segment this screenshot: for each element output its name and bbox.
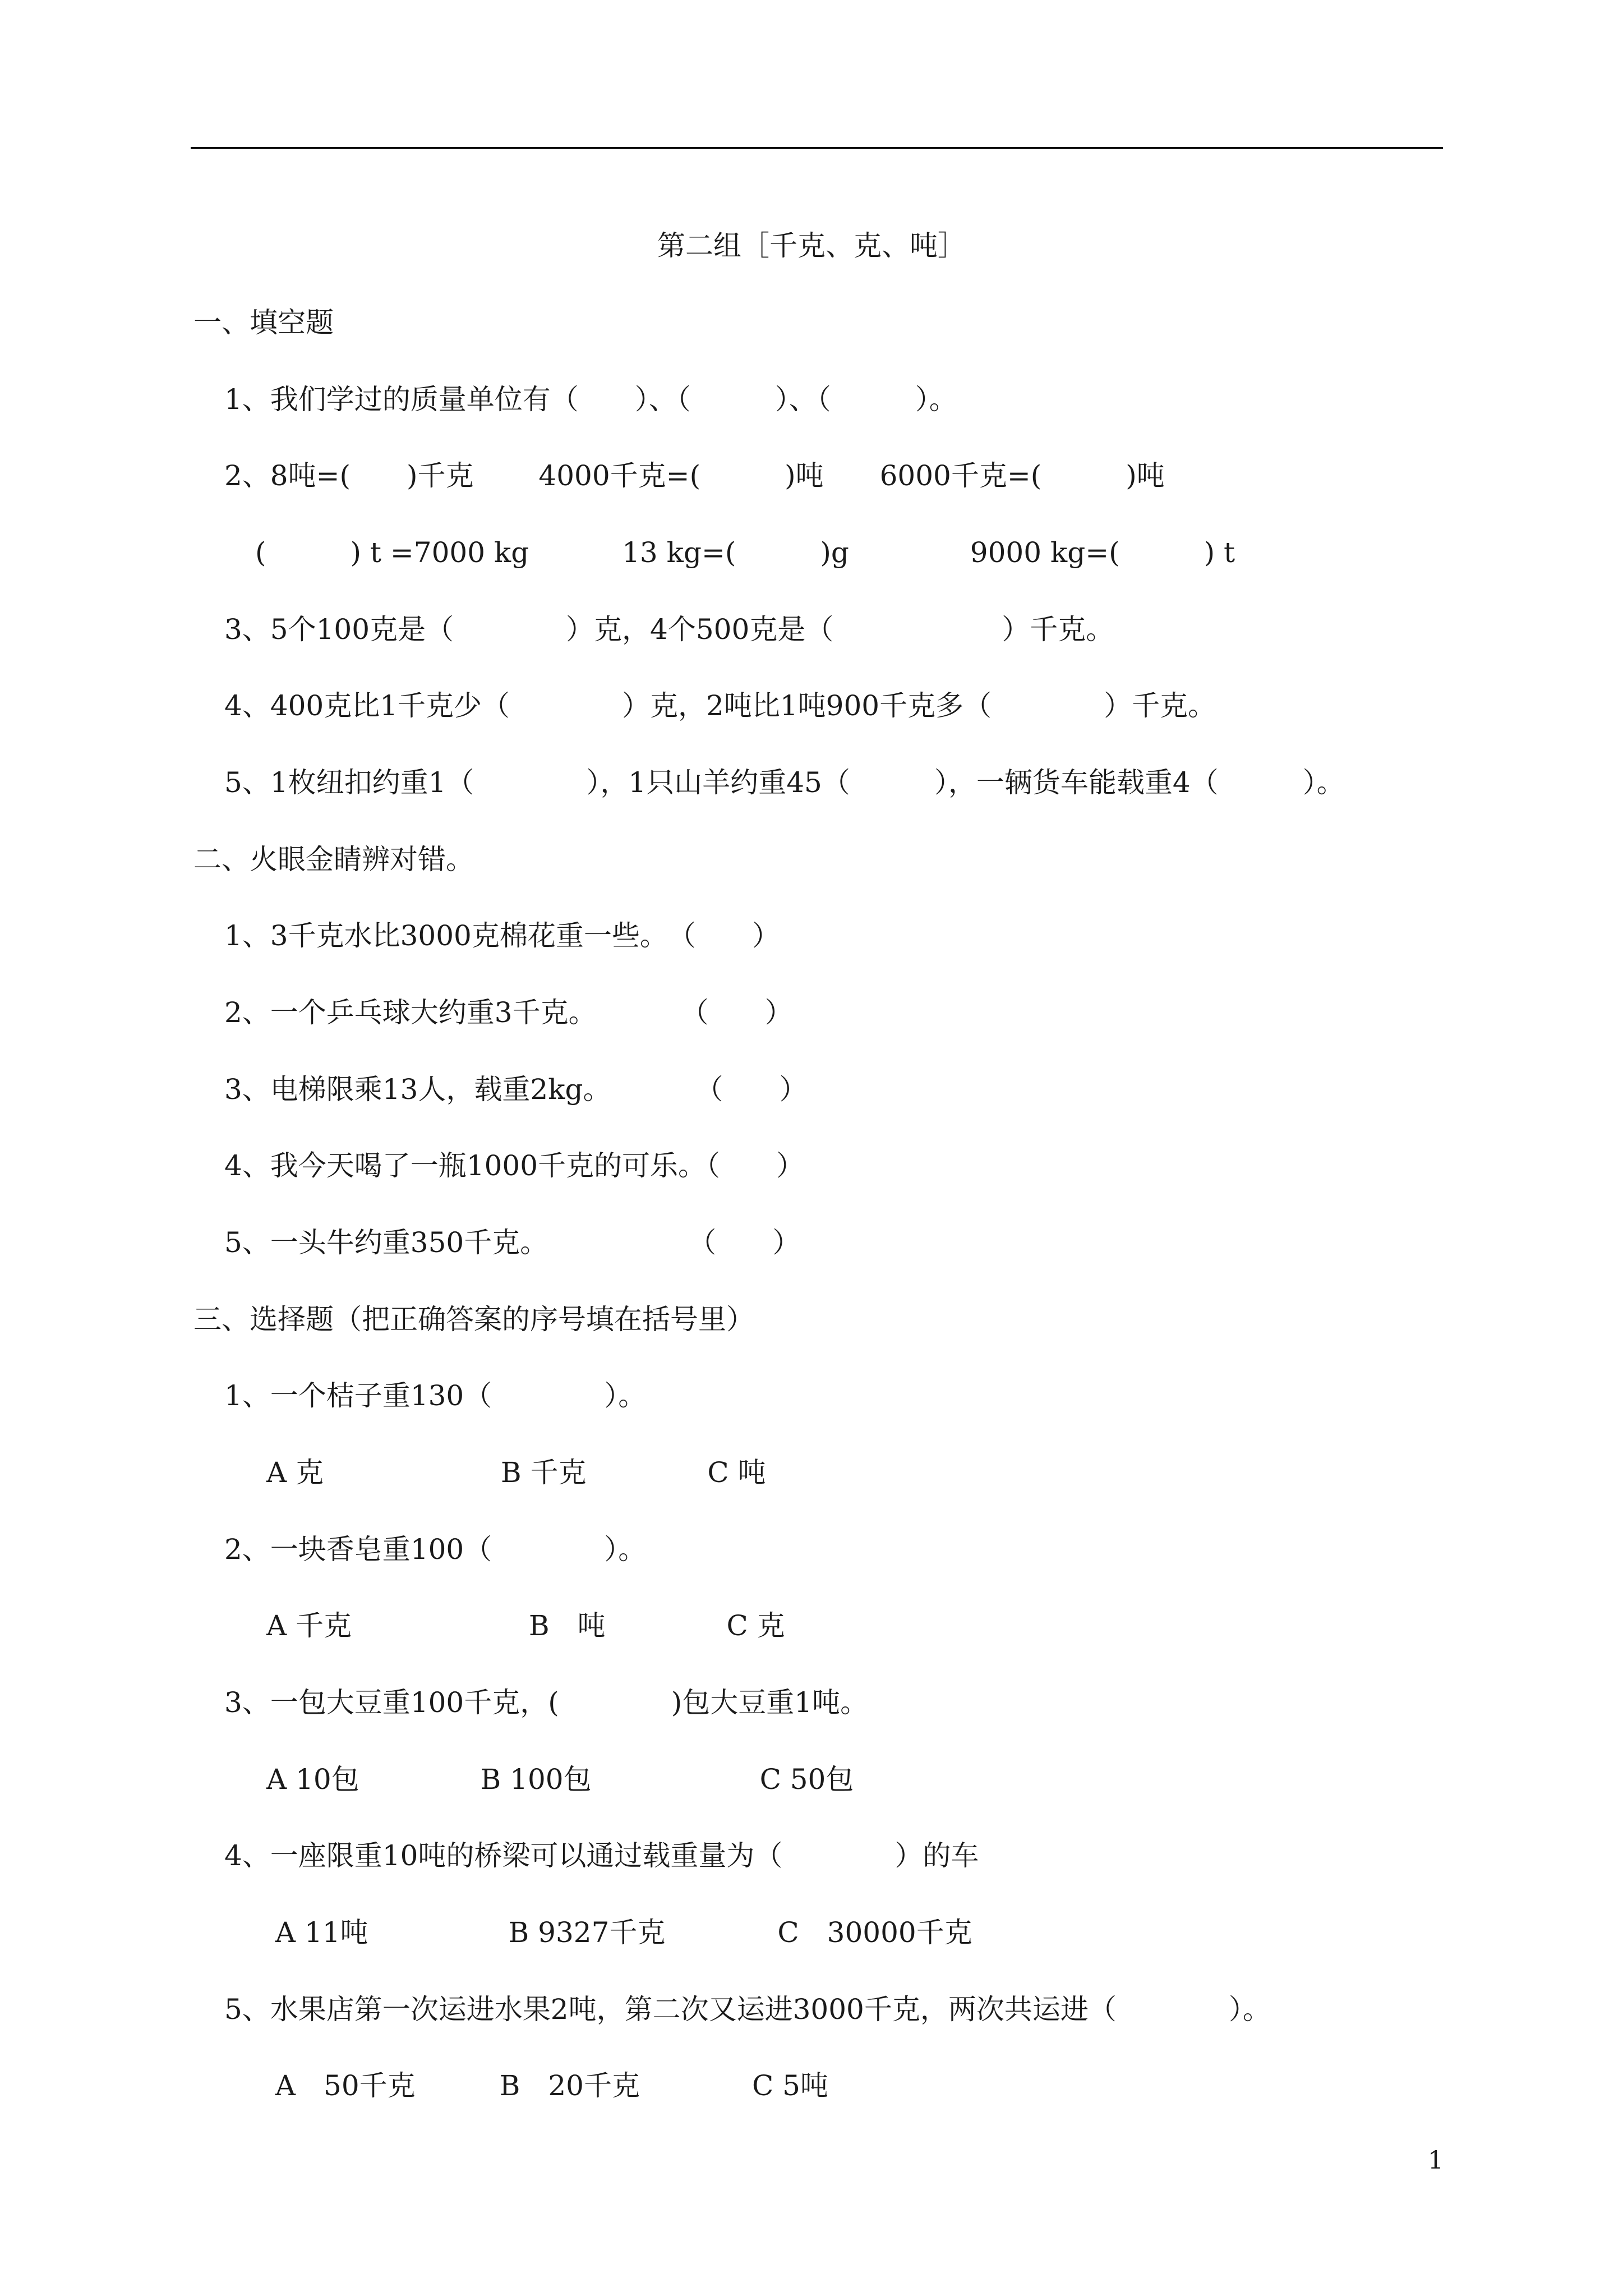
- choice-q2-options: A 千克 B 吨 C 克: [266, 1609, 785, 1642]
- fill-blank-q5: 5、1枚纽扣约重1（ ），1只山羊约重45（ ），一辆货车能载重4（ ）。: [224, 766, 1345, 799]
- choice-q5: 5、水果店第一次运进水果2吨，第二次又运进3000千克，两次共运进（ ）。: [224, 1993, 1271, 2026]
- section-heading-true-false: 二、火眼金睛辨对错。: [193, 843, 474, 876]
- section-heading-fill-blank: 一、填空题: [193, 306, 334, 339]
- fill-blank-q2b: ( ) t =7000 kg 13 kg=( )g 9000 kg=( ) t: [255, 536, 1235, 569]
- choice-q4-options: A 11吨 B 9327千克 C 30000千克: [266, 1916, 972, 1949]
- choice-q3-options: A 10包 B 100包 C 50包: [266, 1763, 854, 1796]
- choice-q5-options: A 50千克 B 20千克 C 5吨: [266, 2069, 828, 2102]
- header-rule: [191, 147, 1443, 149]
- choice-q4: 4、一座限重10吨的桥梁可以通过载重量为（ ）的车: [224, 1839, 979, 1872]
- section-heading-multiple-choice: 三、选择题（把正确答案的序号填在括号里）: [193, 1303, 754, 1336]
- true-false-q5: 5、一头牛约重350千克。 （ ）: [224, 1226, 801, 1259]
- true-false-q3: 3、电梯限乘13人，载重2kg。 （ ）: [224, 1073, 808, 1106]
- choice-q1: 1、一个桔子重130（ ）。: [224, 1379, 647, 1412]
- page-number: 1: [1428, 2146, 1444, 2175]
- fill-blank-q4: 4、400克比1千克少（ ）克，2吨比1吨900千克多（ ）千克。: [224, 689, 1216, 722]
- fill-blank-q1: 1、我们学过的质量单位有（ ）、（ ）、（ ）。: [224, 383, 957, 416]
- choice-q3: 3、一包大豆重100千克，( )包大豆重1吨。: [224, 1686, 869, 1719]
- choice-q1-options: A 克 B 千克 C 吨: [266, 1456, 766, 1489]
- true-false-q2: 2、一个乒乓球大约重3千克。 （ ）: [224, 996, 793, 1029]
- fill-blank-q3: 3、5个100克是（ ）克，4个500克是（ ）千克。: [224, 613, 1114, 646]
- fill-blank-q2a: 2、8吨=( )千克 4000千克=( )吨 6000千克=( )吨: [224, 459, 1165, 492]
- true-false-q1: 1、3千克水比3000克棉花重一些。 （ ）: [224, 919, 780, 952]
- true-false-q4: 4、我今天喝了一瓶1000千克的可乐。（ ）: [224, 1149, 805, 1182]
- choice-q2: 2、一块香皂重100（ ）。: [224, 1533, 647, 1566]
- page-title: 第二组［千克、克、吨］: [657, 229, 966, 262]
